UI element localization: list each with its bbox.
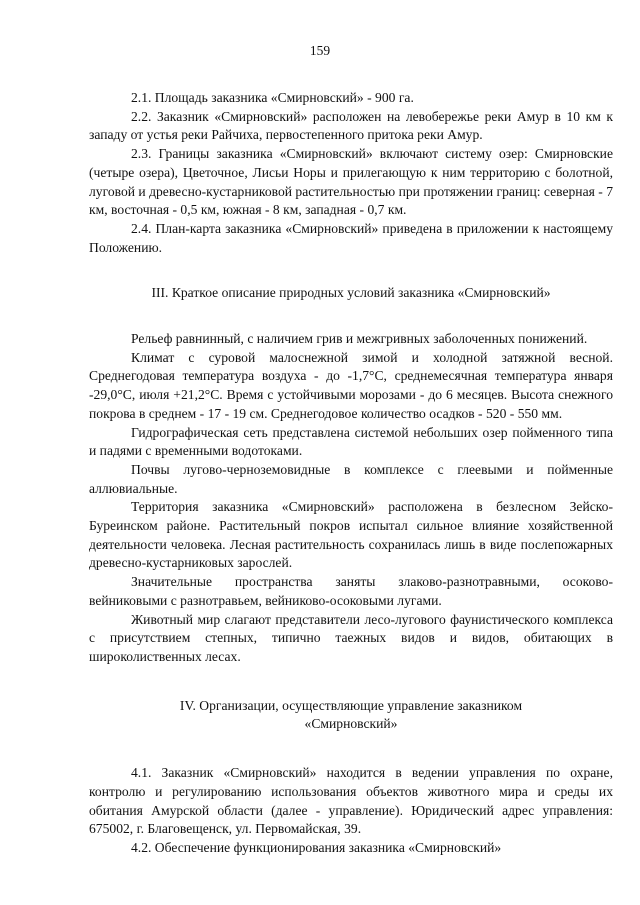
section-4-heading-line1: IV. Организации, осуществляющие управление заказником <box>179 697 523 713</box>
paragraph-relief: Рельеф равнинный, с наличием грив и межгривных заболоченных понижений. <box>131 331 588 347</box>
paragraph-4-1: 4.1. Заказник «Смирновский» находится в ведении управления по охране, контролю и регулированию использования объектов животного мира и среды их обитания Амурской области (далее - управление). Юридический адрес управления: 675002, г. Благовещенск, ул. Первомайская, 39. <box>89 765 613 837</box>
spacer <box>89 667 613 697</box>
paragraph-hydrography: Гидрографическая сеть представлена системой небольших озер пойменного типа и падями с временными водотоками. <box>89 424 613 459</box>
document-body <box>89 89 613 858</box>
spacer <box>89 257 613 284</box>
section-4-heading-line2: «Смирновский» <box>304 716 398 732</box>
paragraph-soils: Почвы лугово-черноземовидные в комплексе с глеевыми и пойменные аллювиальные. <box>89 461 613 496</box>
paragraph-2-4: 2.4. План-карта заказника «Смирновский» приведена в приложении к настоящему Положению. <box>89 220 613 255</box>
spacer <box>89 734 613 764</box>
paragraph-2-2: 2.2. Заказник «Смирновский» расположен на левобережье реки Амур в 10 км к западу от устья реки Райчиха, первостепенного притока реки Амур. <box>89 108 613 143</box>
spacer <box>89 303 613 330</box>
paragraph-2-1: 2.1. Площадь заказника «Смирновский» - 900 га. <box>131 90 414 105</box>
paragraph-climate: Климат с суровой малоснежной зимой и холодной затяжной весной. Среднегодовая температура воздуха - до -1,7°С, среднемесячная температура января -29,0°С, июля +21,2°С. Время с устойчивыми морозами - до 6 месяцев. Высота снежного покрова в среднем - 17 - 19 см. Среднегодовое количество осадков - 520 - 550 мм. <box>89 349 613 421</box>
section-3-heading: III. Краткое описание природных условий заказника «Смирновский» <box>151 285 551 301</box>
paragraph-4-2: 4.2. Обеспечение функционирования заказника «Смирновский» <box>131 839 502 855</box>
paragraph-2-3: 2.3. Границы заказника «Смирновский» включают систему озер: Смирновские (четыре озера), Цветочное, Лисьи Норы и прилегающую к ним территорию с болотной, луговой и древесно-кустарниковой растительностью при протяжении границ: северная - 7 км, восточная - 0,5 км, южная - 8 км, западная - 0,7 км. <box>89 146 613 218</box>
paragraph-meadows: Значительные пространства заняты злаково-разнотравными, осоково-вейниковыми с разнотравьем, вейниково-осоковыми лугами. <box>89 574 613 608</box>
paragraph-fauna: Животный мир слагают представители лесо-лугового фаунистического комплекса с присутствием степных, типично таежных видов и видов, обитающих в широколиственных лесах. <box>89 611 613 664</box>
paragraph-territory: Территория заказника «Смирновский» расположена в безлесном Зейско-Буреинском районе. Растительный покров испытал сильное влияние хозяйственной деятельности человека. Лесная растительность сохранилась лишь в виде послепожарных древесно-кустарниковых зарослей. <box>89 499 613 571</box>
page-number: 159 <box>309 43 331 58</box>
